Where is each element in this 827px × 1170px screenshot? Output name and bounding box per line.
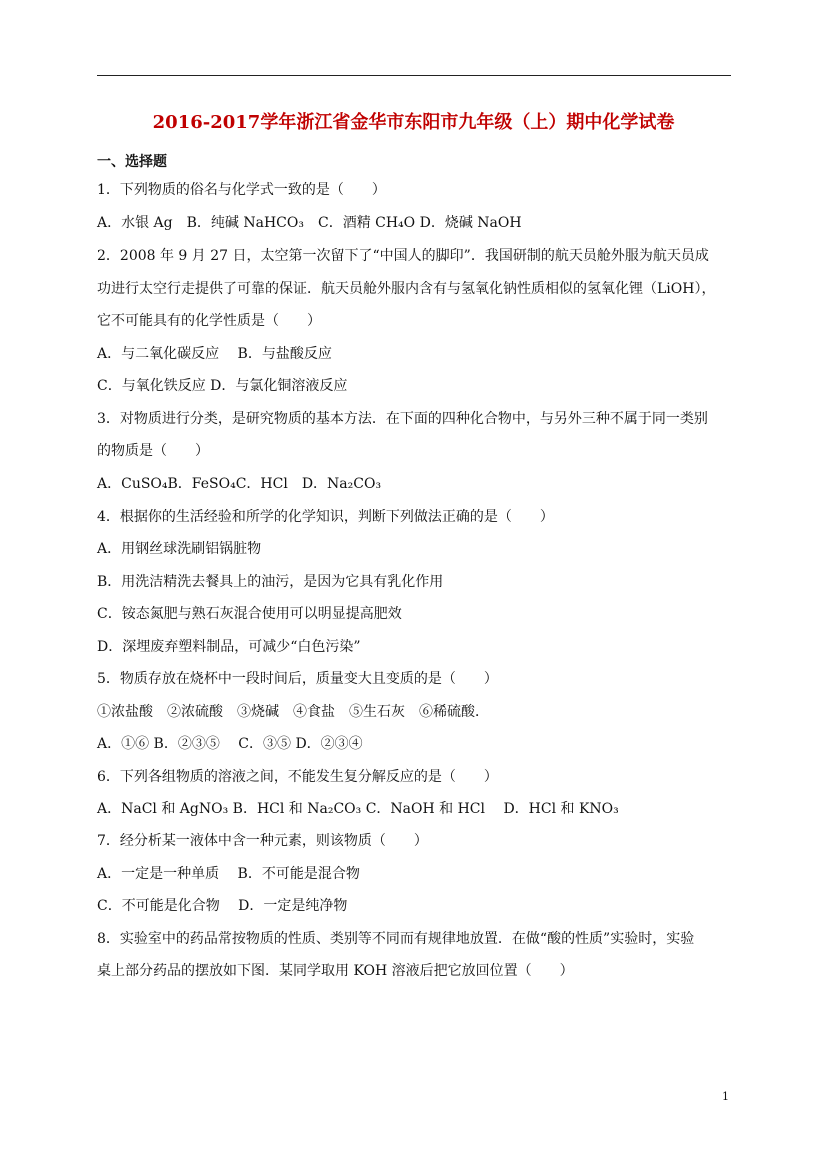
q4-stem: 4．根据你的生活经验和所学的化学知识，判断下列做法正确的是（ ） <box>97 509 554 525</box>
q3-stem-line1: 3．对物质进行分类，是研究物质的基本方法．在下面的四种化合物中，与另外三种不属于同一类别 <box>97 411 708 427</box>
q2-stem-line1: 2．2008 年 9 月 27 日，太空第一次留下了“中国人的脚印”．我国研制的航天员舱外服为航天员成 <box>97 248 709 264</box>
q5-options: A．①⑥ B．②③⑤ C．③⑤ D．②③④ <box>97 736 363 752</box>
q7-options-ab: A．一定是一种单质 B．不可能是混合物 <box>97 866 360 882</box>
q4-option-a: A．用钢丝球洗刷铝锅脏物 <box>97 541 262 557</box>
q7-stem: 7．经分析某一液体中含一种元素，则该物质（ ） <box>97 833 428 849</box>
q1-options: A．水银 Ag B．纯碱 NaHCO₃ C．酒精 CH₄O D．烧碱 NaOH <box>97 215 522 231</box>
section-heading: 一、选择题 <box>97 154 167 170</box>
q8-stem-line1: 8．实验室中的药品常按物质的性质、类别等不同而有规律地放置．在做“酸的性质”实验时，实验 <box>97 931 695 947</box>
q4-option-d: D．深埋废弃塑料制品，可减少“白色污染” <box>97 639 361 655</box>
q5-stem: 5．物质存放在烧杯中一段时间后，质量变大且变质的是（ ） <box>97 671 498 687</box>
q7-options-cd: C．不可能是化合物 D．一定是纯净物 <box>97 898 348 914</box>
page-title: 2016-2017学年浙江省金华市东阳市九年级（上）期中化学试卷 <box>152 112 675 133</box>
q1-stem: 1．下列物质的俗名与化学式一致的是（ ） <box>97 182 386 198</box>
q6-options: A．NaCl 和 AgNO₃ B．HCl 和 Na₂CO₃ C．NaOH 和 HCl D．HCl 和 KNO₃ <box>97 801 619 817</box>
q2-stem-line3: 它不可能具有的化学性质是（ ） <box>97 313 321 329</box>
header-rule <box>97 75 731 76</box>
q5-substances: ①浓盐酸 ②浓硫酸 ③烧碱 ④食盐 ⑤生石灰 ⑥稀硫酸． <box>97 704 489 720</box>
q8-stem-line2: 桌上部分药品的摆放如下图．某同学取用 KOH 溶液后把它放回位置（ ） <box>97 963 574 979</box>
q3-stem-line2: 的物质是（ ） <box>97 443 209 459</box>
q4-option-b: B．用洗洁精洗去餐具上的油污，是因为它具有乳化作用 <box>97 574 444 590</box>
q6-stem: 6．下列各组物质的溶液之间，不能发生复分解反应的是（ ） <box>97 769 498 785</box>
q2-options-ab: A．与二氧化碳反应 B．与盐酸反应 <box>97 346 332 362</box>
q4-option-c: C．铵态氮肥与熟石灰混合使用可以明显提高肥效 <box>97 606 402 622</box>
q3-options: A．CuSO₄B．FeSO₄C．HCl D．Na₂CO₃ <box>97 476 382 492</box>
q2-options-cd: C．与氧化铁反应 D．与氯化铜溶液反应 <box>97 378 348 394</box>
page-number: 1 <box>722 1090 729 1103</box>
q2-stem-line2: 功进行太空行走提供了可靠的保证．航天员舱外服内含有与氢氧化钠性质相似的氢氧化锂（LiOH）， <box>97 281 716 297</box>
